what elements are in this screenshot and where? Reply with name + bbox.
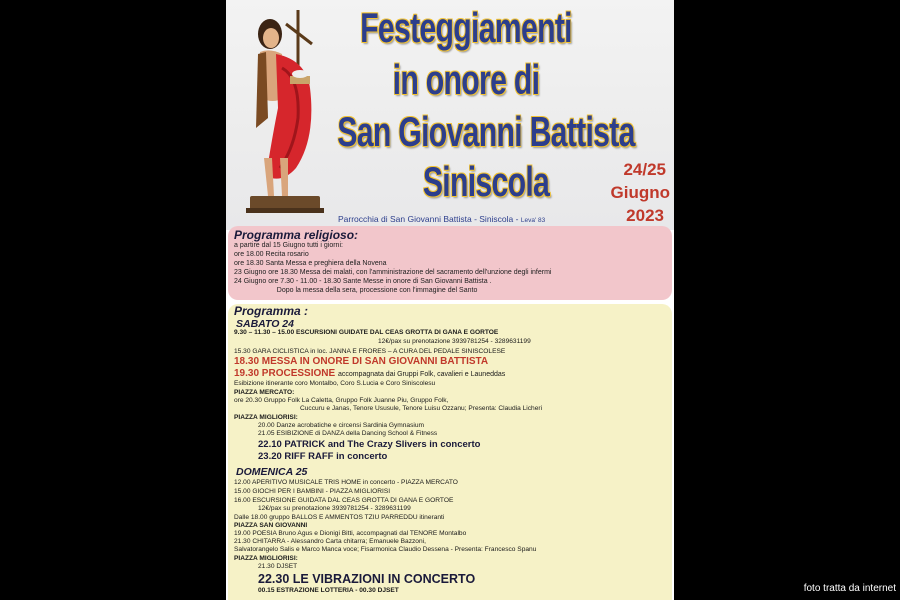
title-line-1: Festeggiamenti (360, 4, 572, 51)
procession-detail: accompagnata dai Gruppi Folk, cavalieri e Launeddas (337, 371, 506, 378)
program-line: 15.00 GIOCHI PER I BAMBINI - PIAZZA MIGLIORISI (234, 488, 391, 495)
religious-program-box (228, 226, 672, 300)
procession-label: 19.30 PROCESSIONE (234, 368, 336, 379)
religious-line: 23 Giugno ore 18.30 Messa dei malati, con l'amministrazione del sacramento dell'unzione degli infermi (234, 269, 552, 276)
program-line: ore 20.30 Gruppo Folk La Caletta, Gruppo Folk Juanne Piu, Gruppo Folk, (234, 397, 449, 404)
concert-highlight: 22.10 PATRICK and The Crazy Slivers in concerto (258, 439, 481, 450)
title-line-3: San Giovanni Battista (337, 108, 635, 155)
religious-line: a partire dal 15 Giugno tutti i giorni: (234, 242, 343, 249)
venue-heading: PIAZZA MIGLIORISI: (234, 414, 298, 421)
date-year: 2023 (626, 206, 664, 225)
religious-title: Programma religioso: (234, 228, 359, 242)
program-line: 00.15 ESTRAZIONE LOTTERIA - 00.30 DJSET (258, 587, 399, 594)
program-line: Salvatorangelo Salis e Marco Manca voce; Fisarmonica Claudio Dessena - Presenta: Francesco Spanu (234, 546, 537, 553)
religious-line: ore 18.30 Santa Messa e preghiera della Novena (234, 260, 387, 267)
day-heading-saturday: SABATO 24 (236, 318, 294, 330)
venue-heading: PIAZZA SAN GIOVANNI (234, 522, 308, 529)
parish-line (338, 214, 545, 224)
religious-line: Dopo la messa della sera, processione con l'immagine del Santo (234, 287, 478, 294)
concert-highlight: 23.20 RIFF RAFF in concerto (258, 451, 388, 462)
venue-heading: PIAZZA MERCATO: (234, 389, 295, 396)
program-line: 19.00 POESIA Bruno Agus e Dionigi Bitti, accompagnati dal TENORE Montalbo (234, 530, 467, 537)
program-line: 16.00 ESCURSIONE GUIDATA DAL CEAS GROTTA DI GANA E GORTOE (234, 497, 454, 504)
program-line: 20.00 Danze acrobatiche e circensi Sardinia Gymnasium (258, 422, 425, 429)
program-line: Dalle 18.00 gruppo BALLOS E AMMENTOS TZIU PARREDDU itineranti (234, 514, 445, 521)
date-month: Giugno (610, 183, 670, 202)
program-line: 21.05 ESIBIZIONE di DANZA della Dancing School & Fitness (258, 430, 438, 437)
program-line: Cuccuru e Janas, Tenore Ususule, Tenore Luisu Ozzanu; Presenta: Claudia Licheri (300, 405, 543, 412)
program-line: 9.30 – 11.30 – 15.00 ESCURSIONI GUIDATE DAL CEAS GROTTA DI GANA E GORTOE (234, 329, 499, 336)
program-line: 21.30 CHITARRA - Alessandro Carta chitarra; Emanuele Bazzoni, (234, 538, 426, 545)
procession-highlight (234, 368, 505, 379)
religious-line: 24 Giugno ore 7.30 - 11.00 - 18.30 Sante Messe in onore di San Giovanni Battista . (234, 278, 492, 285)
religious-line: ore 18.00 Recita rosario (234, 251, 309, 258)
parish-small: Leva' 83 (520, 217, 546, 224)
photo-credit: foto tratta da internet (803, 583, 896, 594)
day-heading-sunday: DOMENICA 25 (236, 466, 308, 478)
headline-concert: 22.30 LE VIBRAZIONI IN CONCERTO (258, 572, 476, 586)
program-line: 21.30 DJSET (258, 563, 298, 570)
program-line: 15.30 GARA CICLISTICA in loc. JANNA E FRORES – A CURA DEL PEDALE SINISCOLESE (234, 348, 506, 355)
title-line-4: Siniscola (422, 158, 550, 205)
program-line: 12.00 APERITIVO MUSICALE TRIS HOME in concerto - PIAZZA MERCATO (234, 479, 458, 486)
program-title: Programma : (234, 304, 309, 318)
program-line: Esibizione itinerante coro Montalbo, Coro S.Lucia e Coro Siniscolesu (234, 380, 436, 387)
date-days: 24/25 (623, 160, 666, 179)
events-program-box (228, 304, 672, 600)
program-line: 12€/pax su prenotazione 3939781254 - 3289631199 (258, 505, 411, 512)
title-line-2: in onore di (392, 56, 540, 103)
parish-name: Parrocchia di San Giovanni Battista - Siniscola - (338, 214, 519, 224)
program-line: 12€/pax su prenotazione 3939781254 - 3289631199 (378, 338, 531, 345)
event-poster (226, 0, 674, 600)
venue-heading: PIAZZA MIGLIORISI: (234, 555, 298, 562)
mass-highlight: 18.30 MESSA IN ONORE DI SAN GIOVANNI BATTISTA (234, 356, 489, 367)
